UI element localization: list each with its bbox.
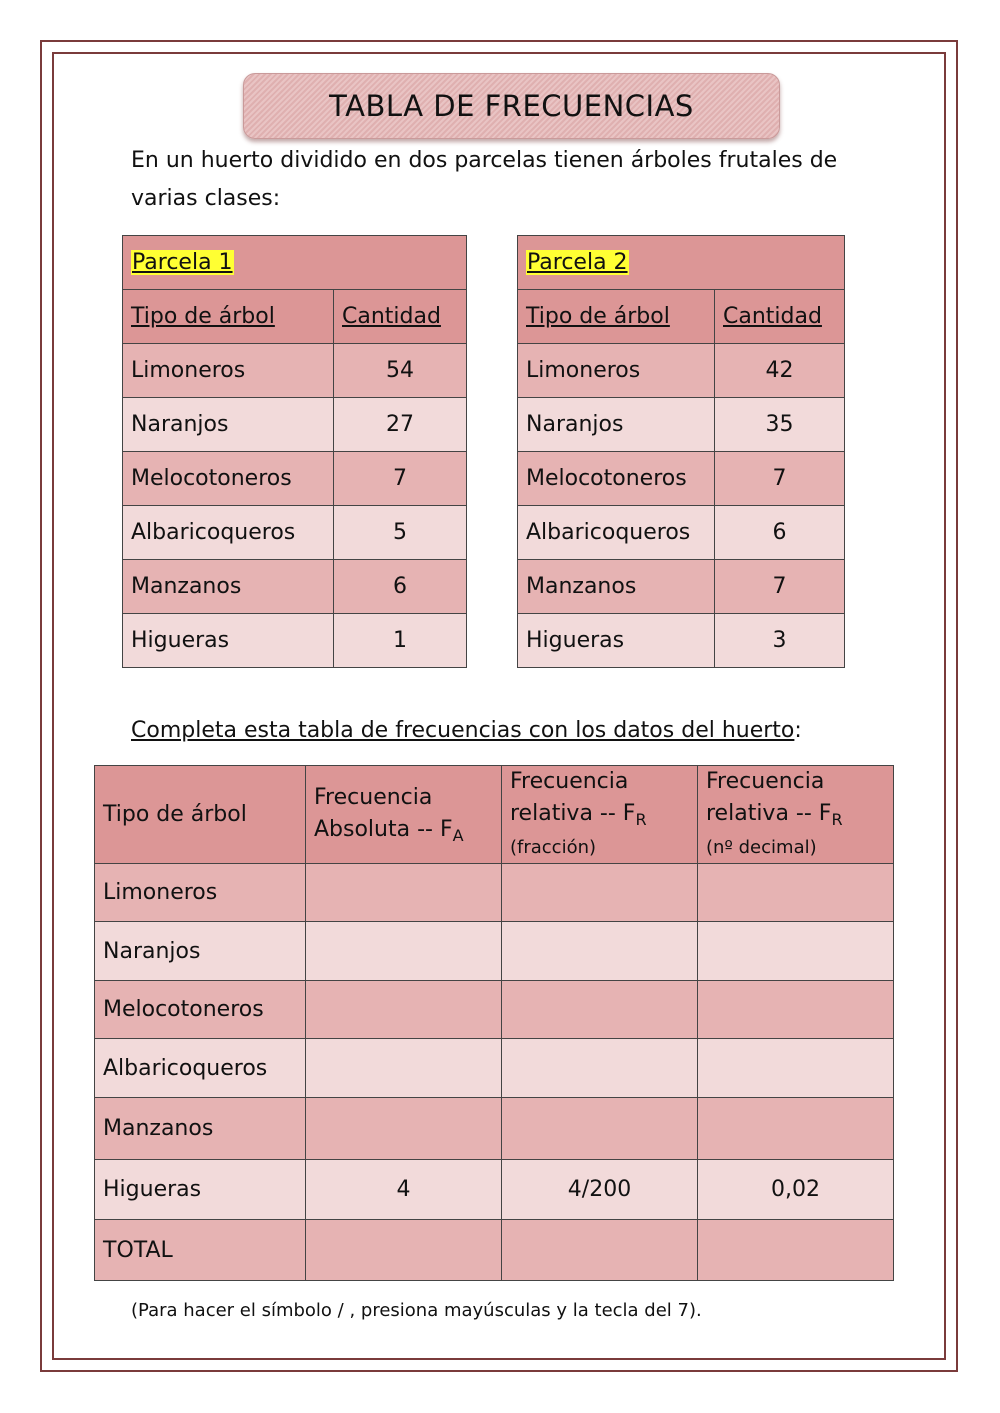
example-decimal-value: 0,02 (698, 1160, 894, 1220)
answer-cell[interactable] (698, 1220, 894, 1281)
table-row: Limoneros 42 (518, 344, 845, 398)
table-row: Manzanos (95, 1098, 894, 1160)
answer-cell[interactable] (306, 1220, 502, 1281)
answer-cell[interactable] (698, 981, 894, 1039)
table-row: Naranjos 35 (518, 398, 845, 452)
page-title: TABLA DE FRECUENCIAS (243, 73, 780, 139)
answer-cell[interactable] (698, 1098, 894, 1160)
freq-header-relative-fraction: Frecuencia relativa -- $F_R$ (fracción) (502, 766, 698, 864)
answer-cell[interactable] (502, 981, 698, 1039)
parcela-1-table (122, 235, 467, 668)
table-row: Melocotoneros (95, 981, 894, 1039)
answer-cell[interactable] (502, 1220, 698, 1281)
answer-cell[interactable] (306, 1098, 502, 1160)
table-row: Albaricoqueros 6 (518, 506, 845, 560)
freq-header-type: Tipo de árbol (95, 766, 306, 864)
table-row: Limoneros (95, 864, 894, 922)
table-row: Melocotoneros 7 (123, 452, 467, 506)
table-row: Naranjos (95, 922, 894, 981)
answer-cell[interactable] (306, 1039, 502, 1098)
answer-cell[interactable] (502, 864, 698, 922)
answer-cell[interactable] (502, 922, 698, 981)
parcela-2-header-qty: Cantidad (715, 290, 845, 344)
answer-cell[interactable] (698, 1039, 894, 1098)
table-row: Limoneros 54 (123, 344, 467, 398)
parcela-2-table (517, 235, 845, 668)
example-absolute-value: 4 (306, 1160, 502, 1220)
answer-cell[interactable] (502, 1098, 698, 1160)
freq-header-absolute: Frecuencia Absoluta -- $F_A$ (306, 766, 502, 864)
parcela-1-header-type: Tipo de árbol (123, 290, 334, 344)
table-row: Manzanos 6 (123, 560, 467, 614)
parcela-2-header-type: Tipo de árbol (518, 290, 715, 344)
answer-cell[interactable] (306, 864, 502, 922)
table-row: Higueras 4 4/200 0,02 (95, 1160, 894, 1220)
footnote: (Para hacer el símbolo / , presiona mayúsculas y la tecla del 7). (131, 1300, 702, 1321)
answer-cell[interactable] (306, 922, 502, 981)
parcela-1-title: Parcela 1 (132, 250, 233, 275)
parcela-2-title-cell (518, 236, 845, 290)
table-row: Albaricoqueros 5 (123, 506, 467, 560)
parcela-2-title: Parcela 2 (527, 250, 628, 275)
instruction-text: Completa esta tabla de frecuencias con los datos del huerto: (131, 718, 802, 743)
example-fraction-value: 4/200 (502, 1160, 698, 1220)
table-row: Naranjos 27 (123, 398, 467, 452)
intro-text: En un huerto dividido en dos parcelas tienen árboles frutales de varias clases: (131, 148, 838, 211)
table-row-total: TOTAL (95, 1220, 894, 1281)
answer-cell[interactable] (698, 864, 894, 922)
table-row: Manzanos 7 (518, 560, 845, 614)
table-row: Albaricoqueros (95, 1039, 894, 1098)
answer-cell[interactable] (502, 1039, 698, 1098)
freq-header-relative-decimal: Frecuencia relativa -- $F_R$ (nº decimal) (698, 766, 894, 864)
table-row: Melocotoneros 7 (518, 452, 845, 506)
parcela-1-header-qty: Cantidad (334, 290, 467, 344)
table-row: Higueras 3 (518, 614, 845, 668)
answer-cell[interactable] (306, 981, 502, 1039)
answer-cell[interactable] (698, 922, 894, 981)
table-row: Higueras 1 (123, 614, 467, 668)
parcela-1-title-cell (123, 236, 467, 290)
frequency-table (94, 765, 894, 1281)
